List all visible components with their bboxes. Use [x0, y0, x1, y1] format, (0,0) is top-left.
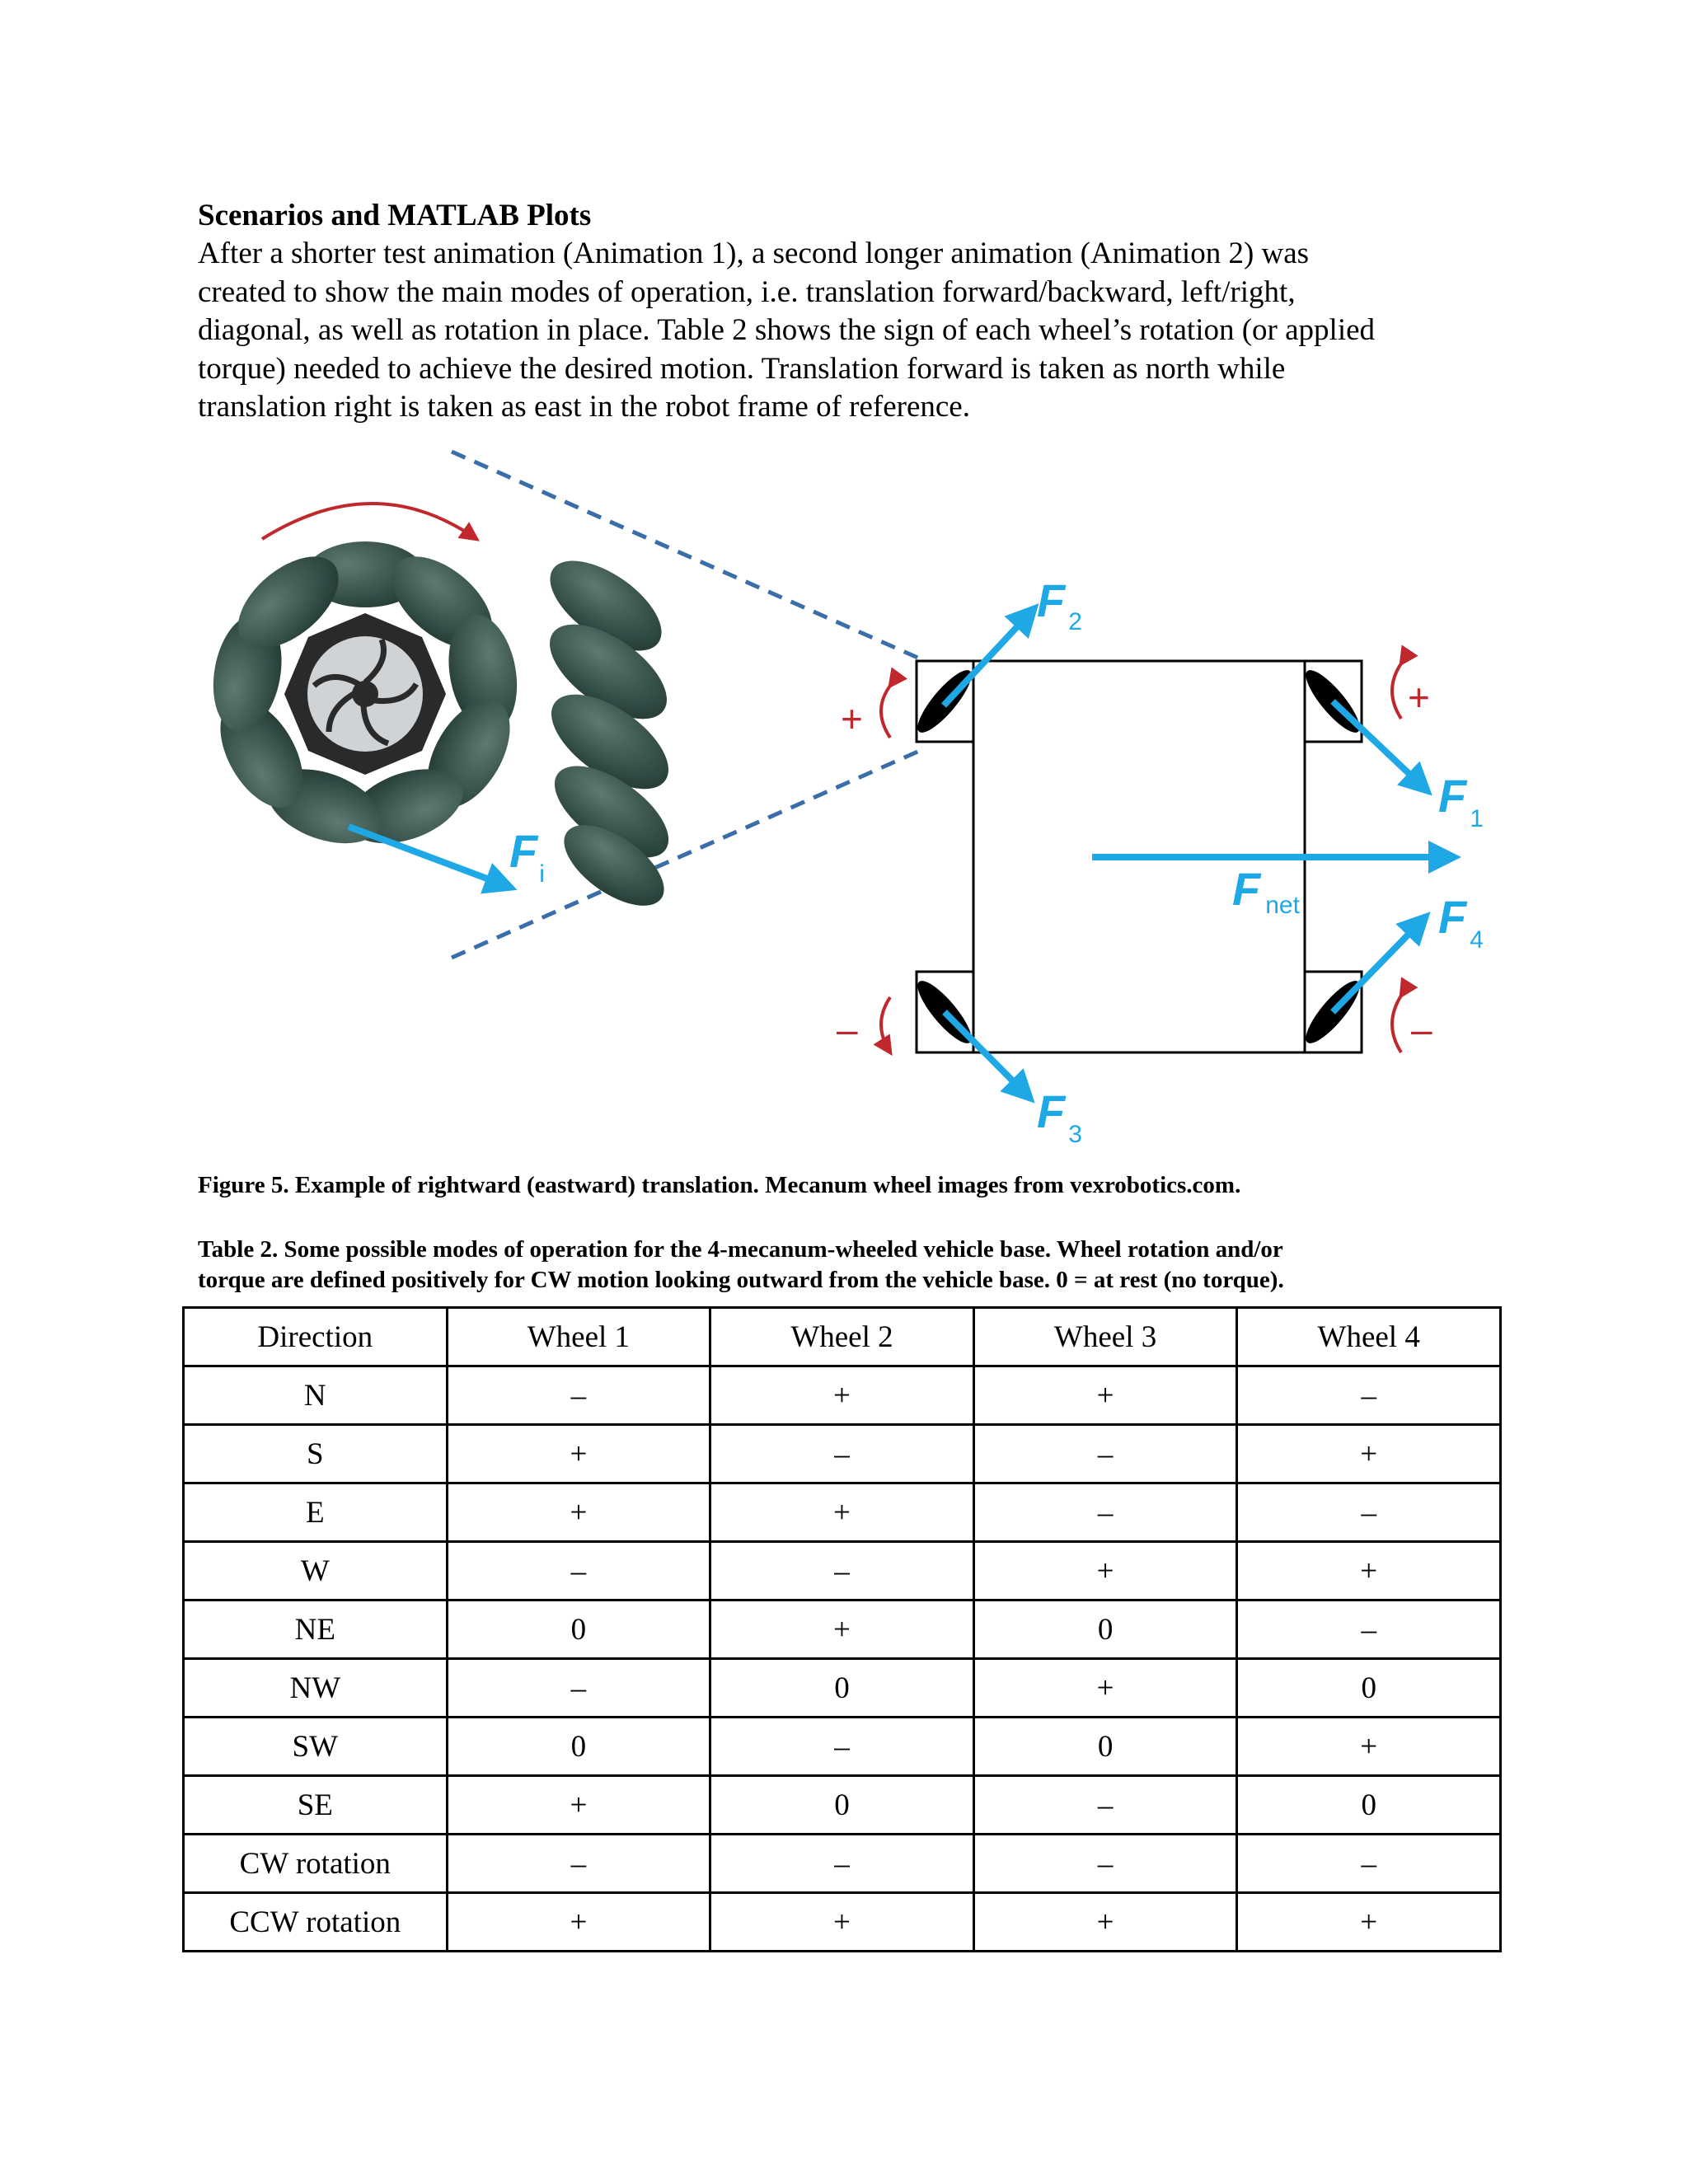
cell-direction: CW rotation — [184, 1835, 448, 1893]
cell-wheel-2: 0 — [710, 1776, 974, 1835]
force-arrow-f4 — [1333, 916, 1426, 1012]
label-fnet: Fnet — [1232, 863, 1300, 919]
cell-wheel-3: 0 — [973, 1601, 1237, 1659]
cell-direction: W — [184, 1542, 448, 1601]
cell-wheel-3: – — [973, 1483, 1237, 1542]
cell-wheel-2: – — [710, 1835, 974, 1893]
cell-wheel-4: + — [1237, 1718, 1501, 1776]
sign-wheel3: – — [837, 1008, 858, 1051]
mecanum-figure — [0, 429, 1688, 1187]
table-row — [184, 1601, 1501, 1659]
cell-wheel-2: – — [710, 1542, 974, 1601]
section-title: Scenarios and MATLAB Plots — [198, 199, 592, 232]
cell-wheel-2: + — [710, 1483, 974, 1542]
body-paragraph — [198, 235, 1500, 427]
cell-wheel-1: + — [447, 1893, 710, 1952]
cell-wheel-2: + — [710, 1893, 974, 1952]
cell-direction: NE — [184, 1601, 448, 1659]
cell-wheel-1: + — [447, 1776, 710, 1835]
cell-wheel-4: + — [1237, 1893, 1501, 1952]
table-caption — [198, 1235, 1500, 1296]
force-arrow-f3 — [945, 1012, 1030, 1099]
modes-table — [182, 1306, 1502, 1952]
cell-wheel-3: + — [973, 1366, 1237, 1425]
paragraph-line: After a shorter test animation (Animation 1), a second longer animation (Animation 2) was — [198, 237, 1310, 270]
table-row — [184, 1425, 1501, 1483]
cell-wheel-2: + — [710, 1601, 974, 1659]
cell-wheel-3: – — [973, 1776, 1237, 1835]
cell-direction: N — [184, 1366, 448, 1425]
figure-caption: Figure 5. Example of rightward (eastward) translation. Mecanum wheel images from vexrobotics.com. — [198, 1172, 1241, 1198]
header-wheel-4: Wheel 4 — [1237, 1308, 1501, 1366]
label-f4-sub: 4 — [1470, 926, 1484, 954]
cell-wheel-4: – — [1237, 1601, 1501, 1659]
dashed-line-upper — [452, 452, 921, 659]
cell-wheel-4: 0 — [1237, 1659, 1501, 1718]
force-arrow-fi — [349, 827, 511, 888]
table-row — [184, 1835, 1501, 1893]
cell-wheel-3: + — [973, 1659, 1237, 1718]
cell-wheel-3: – — [973, 1425, 1237, 1483]
table-row — [184, 1542, 1501, 1601]
cell-wheel-2: + — [710, 1366, 974, 1425]
table-header-row — [184, 1308, 1501, 1366]
paragraph-line: created to show the main modes of operation, i.e. translation forward/backward, left/right, — [198, 274, 1296, 309]
paragraph-line: diagonal, as well as rotation in place. Table 2 shows the sign of each wheel’s rotation (or applied — [198, 313, 1376, 347]
header-wheel-1: Wheel 1 — [447, 1308, 710, 1366]
header-wheel-2: Wheel 2 — [710, 1308, 974, 1366]
cell-direction: SE — [184, 1776, 448, 1835]
cell-wheel-1: + — [447, 1483, 710, 1542]
cell-direction: S — [184, 1425, 448, 1483]
header-wheel-3: Wheel 3 — [973, 1308, 1237, 1366]
cell-wheel-4: – — [1237, 1483, 1501, 1542]
cell-wheel-2: 0 — [710, 1659, 974, 1718]
rotation-arrow-wheel1 — [1392, 663, 1401, 719]
cell-wheel-1: – — [447, 1659, 710, 1718]
label-f4: F $_4$ — [1438, 891, 1484, 954]
rotation-arrow-wheel2 — [881, 686, 890, 738]
cell-direction: E — [184, 1483, 448, 1542]
sign-wheel2: + — [841, 697, 863, 740]
cell-wheel-3: + — [973, 1542, 1237, 1601]
sign-wheel4: – — [1411, 1008, 1432, 1051]
label-fnet-sub: net — [1265, 892, 1300, 919]
table-row — [184, 1483, 1501, 1542]
rotation-arrow-wheel3 — [881, 997, 890, 1052]
label-fi: $F_i$ — [509, 825, 545, 888]
cell-wheel-3: 0 — [973, 1718, 1237, 1776]
cell-wheel-2: – — [710, 1718, 974, 1776]
cell-wheel-1: 0 — [447, 1601, 710, 1659]
cell-wheel-3: + — [973, 1893, 1237, 1952]
cell-wheel-4: – — [1237, 1366, 1501, 1425]
cell-wheel-1: + — [447, 1425, 710, 1483]
cell-wheel-1: – — [447, 1542, 710, 1601]
cell-wheel-1: – — [447, 1366, 710, 1425]
cell-wheel-1: 0 — [447, 1718, 710, 1776]
header-direction: Direction — [184, 1308, 448, 1366]
label-f2: F $_2$ — [1037, 574, 1082, 635]
cell-wheel-4: – — [1237, 1835, 1501, 1893]
cell-wheel-4: + — [1237, 1425, 1501, 1483]
table-row — [184, 1776, 1501, 1835]
table-caption-line: Table 2. Some possible modes of operation for the 4-mecanum-wheeled vehicle base. Wheel rotation and/or — [198, 1236, 1283, 1263]
cell-wheel-1: – — [447, 1835, 710, 1893]
mecanum-wheel-face — [204, 504, 527, 857]
wheel-rotation-arrow — [262, 504, 476, 539]
force-arrow-f2 — [944, 608, 1034, 705]
cell-wheel-3: – — [973, 1835, 1237, 1893]
cell-direction: NW — [184, 1659, 448, 1718]
label-f1: F $_1$ — [1438, 770, 1484, 832]
paragraph-line: torque) needed to achieve the desired motion. Translation forward is taken as north while — [198, 351, 1286, 386]
paragraph-line: translation right is taken as east in the robot frame of reference. — [198, 390, 970, 424]
cell-direction: CCW rotation — [184, 1893, 448, 1952]
rotation-arrow-wheel4 — [1392, 996, 1401, 1052]
label-f2-sub: 2 — [1068, 608, 1082, 635]
table-row — [184, 1718, 1501, 1776]
label-f3: F $_3$ — [1037, 1085, 1082, 1148]
roller-ring — [204, 539, 527, 857]
cell-wheel-4: 0 — [1237, 1776, 1501, 1835]
label-f3-sub: 3 — [1068, 1121, 1082, 1148]
table-row — [184, 1893, 1501, 1952]
label-f1-sub: 1 — [1470, 805, 1484, 832]
sign-wheel1: + — [1408, 676, 1430, 719]
cell-wheel-4: + — [1237, 1542, 1501, 1601]
table-caption-line: torque are defined positively for CW motion looking outward from the vehicle base. 0 = at rest (no torque). — [198, 1267, 1284, 1293]
label-fi-sub: i — [539, 860, 545, 888]
cell-direction: SW — [184, 1718, 448, 1776]
cell-wheel-2: – — [710, 1425, 974, 1483]
table-row — [184, 1659, 1501, 1718]
table-row — [184, 1366, 1501, 1425]
